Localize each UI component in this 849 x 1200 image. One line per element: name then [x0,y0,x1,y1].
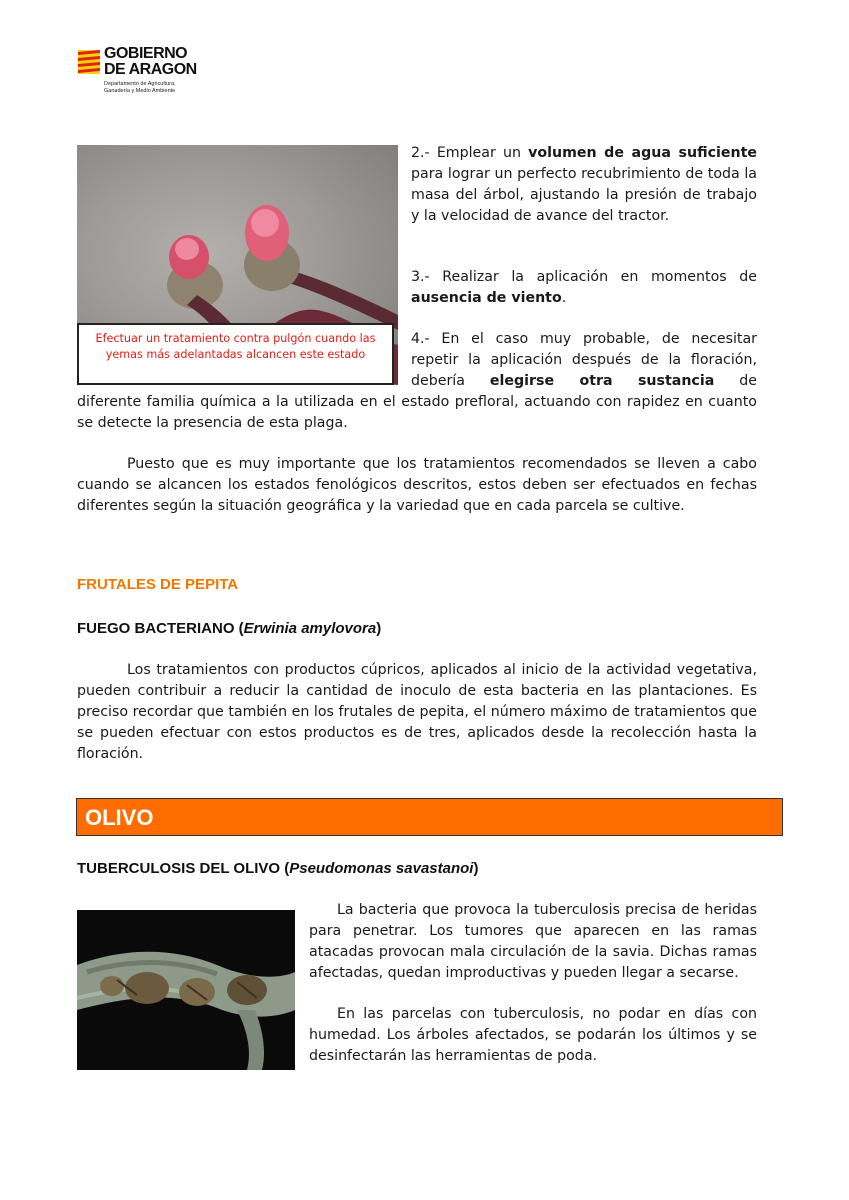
subtitle-tuberculosis-species: Pseudomonas savastanoi [289,860,474,877]
photo-caption-box [77,323,394,385]
subtitle-tuberculosis-text: TUBERCULOSIS DEL OLIVO ( [77,860,290,877]
pepita-body: Los tratamientos con productos cúpricos, aplicados al inicio de la actividad vegetativa, pueden contribuir a reducir la cantidad de inoculo de esta bacteria en las plantaciones. Es preciso recordar que también en los frutales de pepita, el número máximo de tratamientos que se pueden efectuar con estos productos es de tres, aplicados desde la recolección hasta la floración. [77,662,757,762]
point-3-bold: ausencia de viento [411,290,562,306]
point-2-text: 2.- Emplear un [411,145,529,161]
point-3 [411,267,757,309]
point-2 [411,143,757,227]
section-title-pepita: FRUTALES DE PEPITA [77,576,239,593]
logo-sub2: Ganadería y Medio Ambiente [104,88,176,94]
point-2-bold: volumen de agua suficiente [528,145,757,161]
logo-line2: DE ARAGON [104,61,197,78]
subtitle-tuberculosis-close: ) [473,860,479,877]
logo-wordmark [104,46,197,78]
olive-branch-photo [77,910,295,1070]
olivo-body-2: En las parcelas con tuberculosis, no podar en días con humedad. Los árboles afectados, se podarán los últimos y se desinfectarán las herramientas de poda. [309,1006,757,1064]
peach-bud-photo [77,145,398,385]
section-banner-olivo [76,798,783,836]
point-4 [411,329,757,392]
point-4-bold: elegirse otra sustancia [489,373,715,389]
olivo-body-1: La bacteria que provoca la tuberculosis precisa de heridas para penetrar. Los tumores que aparecen en las ramas atacadas provocan mala circulación de la savia. Dichas ramas afectadas, quedan improductivas y pueden llegar a secarse. [309,902,757,981]
subtitle-fuego-close: ) [376,620,382,637]
olive-branch-illustration [77,910,295,1070]
logo-department [104,81,176,95]
photo-caption: Efectuar un tratamiento contra pulgón cuando las yemas más adelantadas alcancen este estado [95,332,376,361]
logo-line1: GOBIERNO [104,45,188,62]
point-2-rest: para lograr un perfecto recubrimiento de toda la masa del árbol, ajustando la presión de trabajo y la velocidad de avance del tractor. [411,166,757,224]
banner-title: OLIVO [85,805,154,830]
subtitle-fuego-text: FUEGO BACTERIANO ( [77,620,244,637]
timing-paragraph: Puesto que es muy importante que los tratamientos recomendados se lleven a cabo cuando se alcancen los estados fenológicos descritos, estos deben ser efectuados en fechas diferentes según la situación geográfica y la variedad que en cada parcela se cultive. [77,456,757,514]
point-4-continuation: diferente familia química a la utilizada en el estado prefloral, actuando con rapidez en cuanto se detecte la presencia de esta plaga. [77,394,757,431]
point-3-rest: . [561,290,567,306]
aragon-flag-icon [78,50,100,74]
logo-sub1: Departamento de Agricultura, [104,81,176,87]
point-4-rest: de [714,373,757,389]
subtitle-fuego-bacteriano [77,620,381,637]
point-3-text: 3.- Realizar la aplicación en momentos de [411,269,757,285]
subtitle-fuego-species: Erwinia amylovora [243,620,377,637]
subtitle-tuberculosis [77,860,478,877]
gobierno-aragon-logo [78,44,218,100]
point-4-text: 4.- En el caso muy probable, de necesitar repetir la aplicación después de la floración, debería [411,331,757,389]
